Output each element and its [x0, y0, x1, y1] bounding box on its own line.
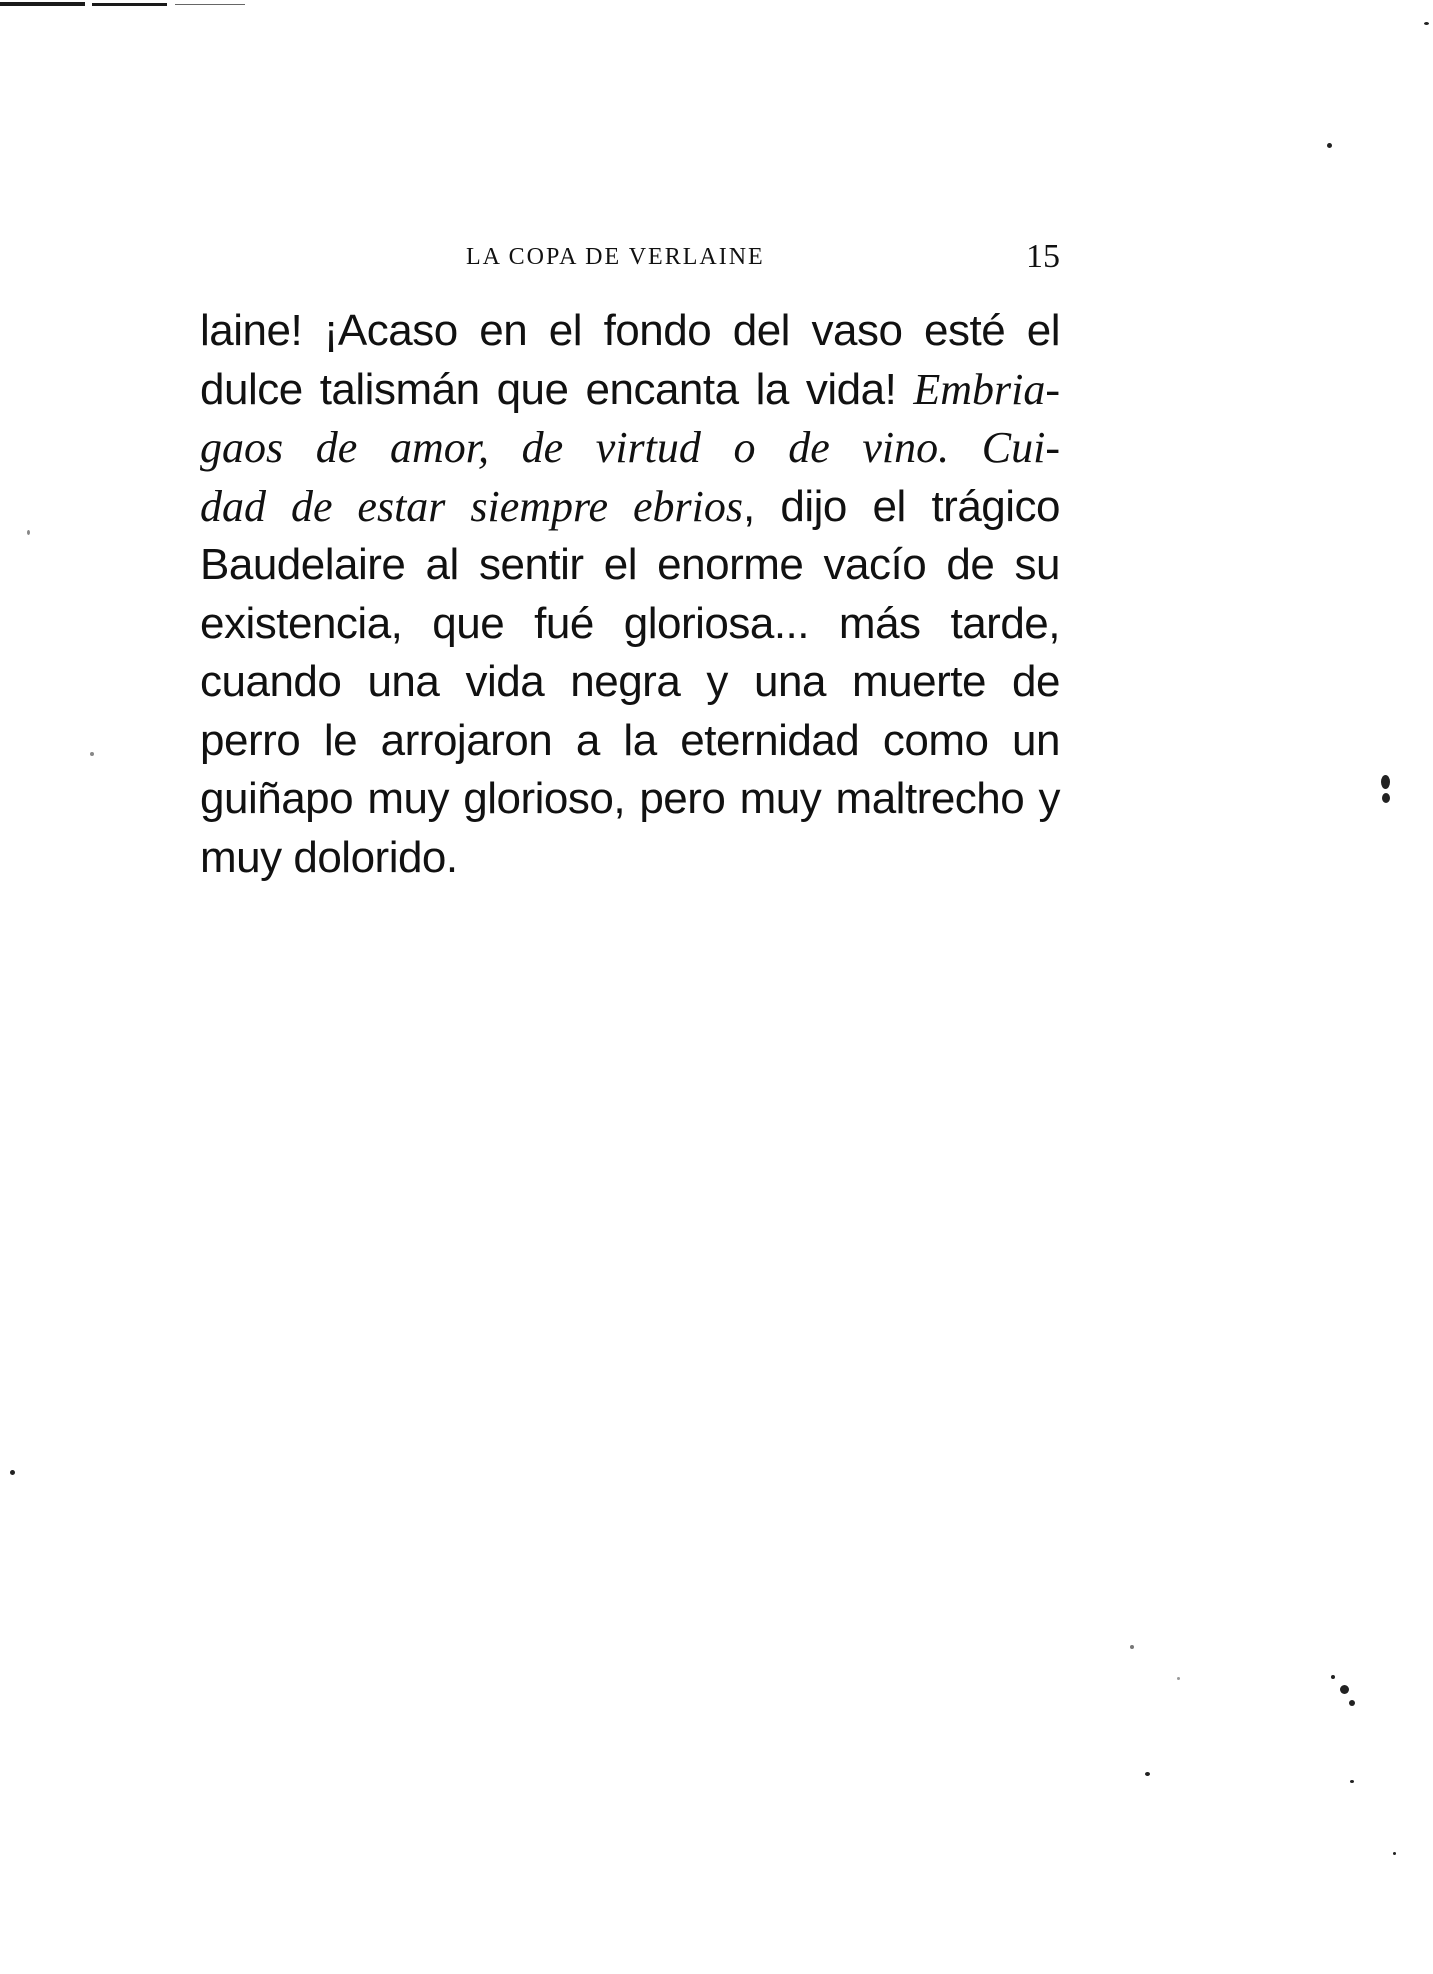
- text-segment: guiñapo muy glorioso, pero muy maltrecho y: [200, 774, 1060, 823]
- text-segment: laine! ¡Acaso en el fondo del vaso esté el: [200, 306, 1060, 355]
- scan-speck: [1327, 143, 1332, 148]
- scan-speck: [1145, 1772, 1150, 1776]
- text-segment: muy dolorido.: [200, 832, 458, 882]
- scan-speck: [1340, 1685, 1349, 1694]
- scan-speck: [90, 752, 94, 756]
- scan-speck: [1177, 1677, 1180, 1680]
- page-number: 15: [1026, 238, 1060, 275]
- text-line: [200, 653, 1060, 712]
- text-line: [200, 536, 1060, 595]
- text-segment: perro le arrojaron a la eternidad como un: [200, 715, 1060, 765]
- text-segment: cuando una vida negra y una muerte de: [200, 657, 1060, 706]
- running-head: [200, 238, 1060, 278]
- scan-speck: [1130, 1645, 1134, 1649]
- text-segment: Baudelaire al sentir el enorme vacío de su: [200, 540, 1060, 589]
- text-line: [200, 770, 1060, 829]
- text-line: [200, 712, 1060, 771]
- scan-speck: [27, 530, 30, 535]
- scan-speck: [1382, 793, 1390, 803]
- text-segment: , dijo el trágico: [742, 481, 1061, 531]
- text-segment-italic: dad de estar siempre ebrios: [200, 481, 743, 531]
- text-segment: dulce talismán que encanta la vida!: [200, 364, 914, 414]
- text-line: [200, 302, 1060, 361]
- scan-edge-mark: [0, 0, 250, 10]
- running-title: LA COPA DE VERLAINE: [466, 244, 765, 270]
- text-line: [200, 595, 1060, 654]
- text-segment-italic: gaos de amor, de virtud o de vino. Cui-: [200, 423, 1060, 472]
- body-text: [200, 302, 1060, 887]
- text-segment-italic: Embria-: [913, 364, 1060, 414]
- scan-speck: [10, 1470, 15, 1475]
- text-line: [200, 419, 1060, 478]
- text-line: [200, 478, 1060, 537]
- scan-speck: [1424, 22, 1429, 25]
- text-line: [200, 361, 1060, 420]
- scan-speck: [1331, 1675, 1335, 1679]
- text-segment: existencia, que fué gloriosa... más tarde,: [200, 598, 1060, 648]
- scan-speck: [1393, 1852, 1396, 1855]
- scan-speck: [1381, 775, 1390, 789]
- scan-speck: [1349, 1700, 1355, 1706]
- text-line: [200, 829, 1060, 888]
- scan-speck: [1350, 1780, 1354, 1783]
